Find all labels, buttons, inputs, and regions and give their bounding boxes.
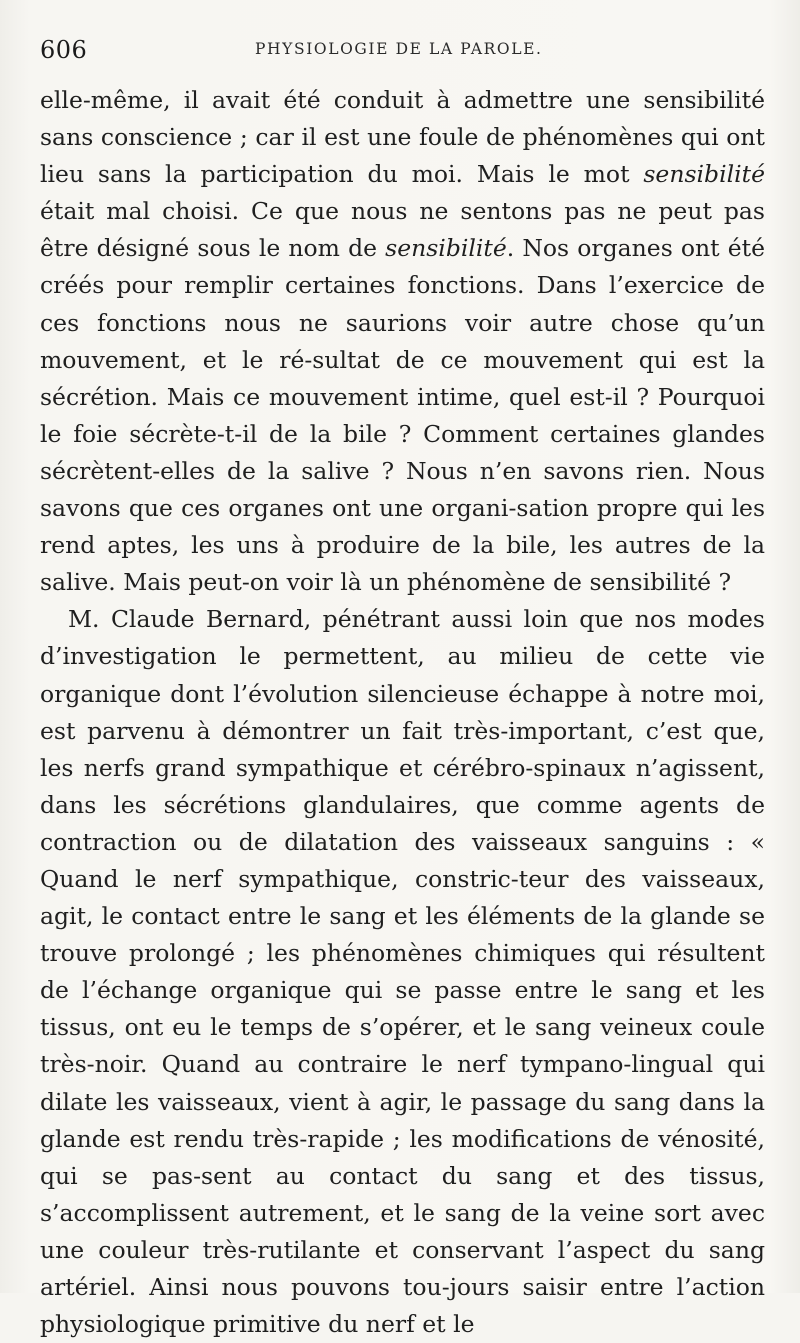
paragraph-1-text: elle-même, il avait été conduit à admettre une sensibilité sans conscience ; car il est une foule de phénomènes qui ont lieu sans la participation du moi. Mais le mot [40,86,765,189]
paragraph-1-text: . Nos organes ont été créés pour remplir certaines fonctions. Dans l’exercice de ces fonctions nous ne saurions voir autre chose qu’un mouvement, et le ré-sultat de ce mouvement qui est la sécrétion. Mais ce mouvement intime, quel est-il ? Pourquoi le foie sécrète-t-il de la bile ? Comment certaines glandes sécrètent-elles de la salive ? Nous n’en savons rien. Nous savons que ces organes ont une organi-sation propre qui les rend aptes, les uns à produire de la bile, les autres de la salive. Mais peut-on voir là un phénomène de sensibilité ? [40,234,765,597]
paragraph-1-text: était mal choisi. Ce que nous ne sentons pas ne peut pas être désigné sous le nom de [40,197,765,263]
running-title: PHYSIOLOGIE DE LA PAROLE. [255,40,543,58]
body-text [40,82,765,1343]
running-head [40,32,765,68]
italic-term: sensibilité [643,160,765,189]
italic-term: sensibilité [385,234,507,263]
paragraph-2: M. Claude Bernard, pénétrant aussi loin que nos modes d’investigation le permettent, au milieu de cette vie organique dont l’évolution silencieuse échappe à notre moi, est parvenu à démontrer un fait très-important, c’est que, les nerfs grand sympathique et cérébro-spinaux n’agissent, dans les sécrétions glandulaires, que comme agents de contraction ou de dilatation des vaisseaux sanguins : « Quand le nerf sympathique, constric-teur des vaisseaux, agit, le contact entre le sang et les éléments de la glande se trouve prolongé ; les phénomènes chimiques qui résultent de l’échange organique qui se passe entre le sang et les tissus, ont eu le temps de s’opérer, et le sang veineux coule très-noir. Quand au contraire le nerf tympano-lingual qui dilate les vaisseaux, vient à agir, le passage du sang dans la glande est rendu très-rapide ; les modifications de vénosité, qui se pas-sent au contact du sang et des tissus, s’accomplissent autrement, et le sang de la veine sort avec une couleur très-rutilante et conservant l’aspect du sang artériel. Ainsi nous pouvons tou-jours saisir entre l’action physiologique primitive du nerf et le [40,605,765,1339]
page-number: 606 [40,36,88,64]
paragraph-1 [40,82,765,601]
